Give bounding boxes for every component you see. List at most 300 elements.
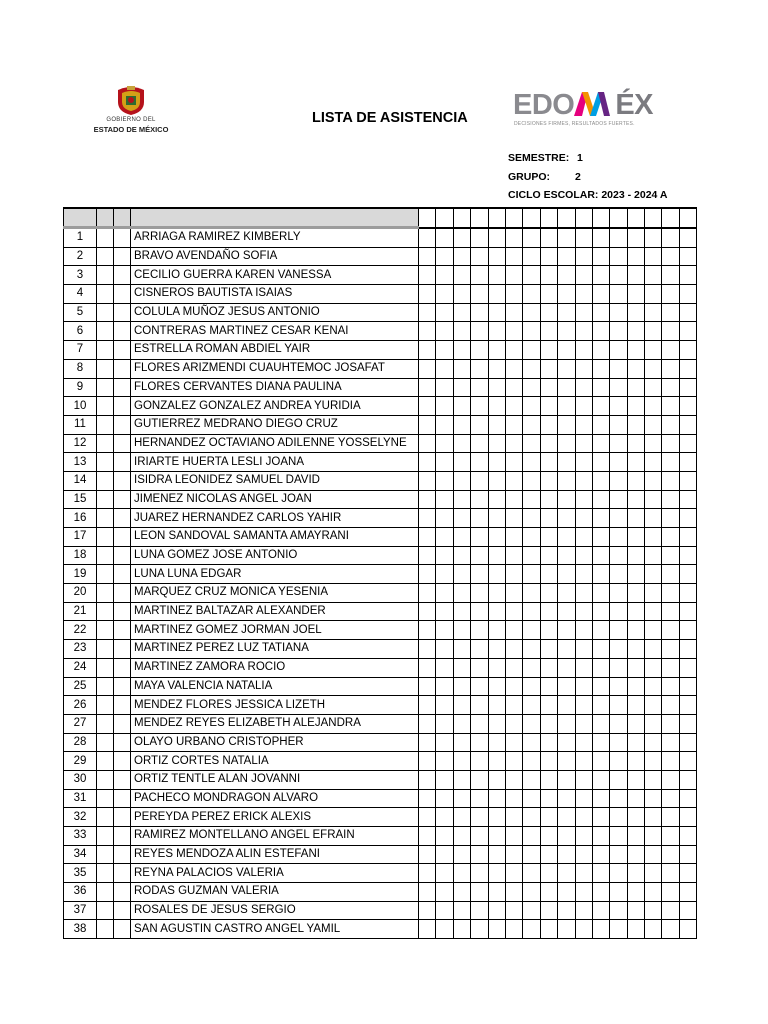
blank-cell[interactable]	[97, 602, 114, 621]
attendance-cell[interactable]	[679, 752, 696, 771]
attendance-cell[interactable]	[645, 434, 662, 453]
attendance-cell[interactable]	[592, 845, 609, 864]
attendance-cell[interactable]	[471, 509, 488, 528]
attendance-cell[interactable]	[575, 359, 592, 378]
attendance-cell[interactable]	[592, 714, 609, 733]
attendance-cell[interactable]	[627, 640, 644, 659]
attendance-cell[interactable]	[523, 565, 540, 584]
attendance-cell[interactable]	[645, 808, 662, 827]
blank-cell[interactable]	[97, 658, 114, 677]
attendance-cell[interactable]	[610, 621, 627, 640]
blank-cell[interactable]	[114, 471, 131, 490]
attendance-cell[interactable]	[592, 303, 609, 322]
blank-cell[interactable]	[114, 733, 131, 752]
attendance-cell[interactable]	[558, 677, 575, 696]
attendance-cell[interactable]	[662, 228, 679, 248]
attendance-cell[interactable]	[610, 397, 627, 416]
attendance-cell[interactable]	[662, 696, 679, 715]
blank-cell[interactable]	[114, 546, 131, 565]
attendance-cell[interactable]	[453, 658, 470, 677]
attendance-cell[interactable]	[627, 602, 644, 621]
attendance-cell[interactable]	[471, 322, 488, 341]
blank-cell[interactable]	[97, 770, 114, 789]
attendance-cell[interactable]	[471, 228, 488, 248]
attendance-cell[interactable]	[592, 658, 609, 677]
attendance-cell[interactable]	[488, 434, 505, 453]
attendance-cell[interactable]	[505, 509, 522, 528]
attendance-cell[interactable]	[558, 303, 575, 322]
attendance-cell[interactable]	[436, 696, 453, 715]
attendance-cell[interactable]	[540, 359, 557, 378]
attendance-cell[interactable]	[645, 247, 662, 266]
attendance-cell[interactable]	[453, 565, 470, 584]
attendance-cell[interactable]	[558, 341, 575, 360]
attendance-cell[interactable]	[645, 471, 662, 490]
attendance-cell[interactable]	[453, 303, 470, 322]
attendance-cell[interactable]	[436, 434, 453, 453]
attendance-cell[interactable]	[540, 920, 557, 939]
attendance-cell[interactable]	[627, 322, 644, 341]
attendance-cell[interactable]	[558, 247, 575, 266]
blank-cell[interactable]	[114, 696, 131, 715]
attendance-cell[interactable]	[453, 770, 470, 789]
attendance-cell[interactable]	[558, 883, 575, 902]
attendance-cell[interactable]	[505, 471, 522, 490]
attendance-cell[interactable]	[540, 621, 557, 640]
header-date-cell[interactable]	[662, 208, 679, 228]
attendance-cell[interactable]	[488, 864, 505, 883]
attendance-cell[interactable]	[436, 322, 453, 341]
attendance-cell[interactable]	[523, 303, 540, 322]
attendance-cell[interactable]	[505, 266, 522, 285]
attendance-cell[interactable]	[436, 864, 453, 883]
attendance-cell[interactable]	[610, 378, 627, 397]
attendance-cell[interactable]	[471, 285, 488, 304]
blank-cell[interactable]	[97, 434, 114, 453]
attendance-cell[interactable]	[419, 901, 436, 920]
attendance-cell[interactable]	[592, 752, 609, 771]
attendance-cell[interactable]	[471, 397, 488, 416]
attendance-cell[interactable]	[645, 696, 662, 715]
attendance-cell[interactable]	[540, 434, 557, 453]
attendance-cell[interactable]	[679, 789, 696, 808]
attendance-cell[interactable]	[453, 602, 470, 621]
attendance-cell[interactable]	[523, 397, 540, 416]
attendance-cell[interactable]	[523, 827, 540, 846]
attendance-cell[interactable]	[592, 901, 609, 920]
attendance-cell[interactable]	[453, 752, 470, 771]
attendance-cell[interactable]	[558, 546, 575, 565]
attendance-cell[interactable]	[453, 584, 470, 603]
attendance-cell[interactable]	[575, 920, 592, 939]
attendance-cell[interactable]	[419, 677, 436, 696]
attendance-cell[interactable]	[436, 471, 453, 490]
attendance-cell[interactable]	[610, 752, 627, 771]
attendance-cell[interactable]	[592, 584, 609, 603]
attendance-cell[interactable]	[558, 528, 575, 547]
attendance-cell[interactable]	[471, 901, 488, 920]
attendance-cell[interactable]	[575, 770, 592, 789]
attendance-cell[interactable]	[540, 901, 557, 920]
attendance-cell[interactable]	[523, 341, 540, 360]
attendance-cell[interactable]	[662, 845, 679, 864]
attendance-cell[interactable]	[505, 621, 522, 640]
attendance-cell[interactable]	[627, 789, 644, 808]
attendance-cell[interactable]	[610, 303, 627, 322]
blank-cell[interactable]	[114, 303, 131, 322]
attendance-cell[interactable]	[419, 658, 436, 677]
blank-cell[interactable]	[97, 228, 114, 248]
attendance-cell[interactable]	[471, 490, 488, 509]
attendance-cell[interactable]	[540, 453, 557, 472]
attendance-cell[interactable]	[610, 509, 627, 528]
attendance-cell[interactable]	[645, 303, 662, 322]
attendance-cell[interactable]	[558, 658, 575, 677]
attendance-cell[interactable]	[610, 584, 627, 603]
attendance-cell[interactable]	[523, 228, 540, 248]
blank-cell[interactable]	[114, 584, 131, 603]
attendance-cell[interactable]	[488, 883, 505, 902]
attendance-cell[interactable]	[627, 303, 644, 322]
blank-cell[interactable]	[97, 341, 114, 360]
attendance-cell[interactable]	[592, 621, 609, 640]
attendance-cell[interactable]	[575, 322, 592, 341]
attendance-cell[interactable]	[662, 247, 679, 266]
attendance-cell[interactable]	[679, 471, 696, 490]
attendance-cell[interactable]	[505, 752, 522, 771]
attendance-cell[interactable]	[471, 266, 488, 285]
blank-cell[interactable]	[114, 621, 131, 640]
attendance-cell[interactable]	[679, 341, 696, 360]
attendance-cell[interactable]	[453, 714, 470, 733]
blank-cell[interactable]	[114, 901, 131, 920]
blank-cell[interactable]	[97, 471, 114, 490]
attendance-cell[interactable]	[662, 471, 679, 490]
attendance-cell[interactable]	[471, 602, 488, 621]
attendance-cell[interactable]	[540, 845, 557, 864]
blank-cell[interactable]	[114, 453, 131, 472]
blank-cell[interactable]	[97, 901, 114, 920]
attendance-cell[interactable]	[645, 770, 662, 789]
attendance-cell[interactable]	[523, 584, 540, 603]
attendance-cell[interactable]	[488, 528, 505, 547]
header-date-cell[interactable]	[488, 208, 505, 228]
attendance-cell[interactable]	[627, 471, 644, 490]
attendance-cell[interactable]	[488, 752, 505, 771]
blank-cell[interactable]	[97, 621, 114, 640]
attendance-cell[interactable]	[488, 266, 505, 285]
blank-cell[interactable]	[97, 733, 114, 752]
attendance-cell[interactable]	[453, 901, 470, 920]
attendance-cell[interactable]	[471, 677, 488, 696]
attendance-cell[interactable]	[523, 864, 540, 883]
attendance-cell[interactable]	[575, 378, 592, 397]
blank-cell[interactable]	[97, 584, 114, 603]
header-date-cell[interactable]	[453, 208, 470, 228]
attendance-cell[interactable]	[645, 752, 662, 771]
attendance-cell[interactable]	[523, 453, 540, 472]
attendance-cell[interactable]	[662, 528, 679, 547]
attendance-cell[interactable]	[540, 752, 557, 771]
blank-cell[interactable]	[97, 303, 114, 322]
attendance-cell[interactable]	[610, 415, 627, 434]
attendance-cell[interactable]	[662, 266, 679, 285]
attendance-cell[interactable]	[540, 565, 557, 584]
attendance-cell[interactable]	[645, 509, 662, 528]
attendance-cell[interactable]	[453, 509, 470, 528]
attendance-cell[interactable]	[419, 397, 436, 416]
attendance-cell[interactable]	[540, 714, 557, 733]
attendance-cell[interactable]	[575, 827, 592, 846]
attendance-cell[interactable]	[662, 490, 679, 509]
blank-cell[interactable]	[97, 490, 114, 509]
attendance-cell[interactable]	[662, 789, 679, 808]
attendance-cell[interactable]	[679, 696, 696, 715]
attendance-cell[interactable]	[575, 789, 592, 808]
attendance-cell[interactable]	[592, 770, 609, 789]
attendance-cell[interactable]	[645, 565, 662, 584]
attendance-cell[interactable]	[592, 920, 609, 939]
attendance-cell[interactable]	[679, 658, 696, 677]
attendance-cell[interactable]	[436, 509, 453, 528]
attendance-cell[interactable]	[558, 808, 575, 827]
attendance-cell[interactable]	[453, 528, 470, 547]
attendance-cell[interactable]	[523, 808, 540, 827]
attendance-cell[interactable]	[453, 359, 470, 378]
attendance-cell[interactable]	[610, 602, 627, 621]
attendance-cell[interactable]	[453, 621, 470, 640]
attendance-cell[interactable]	[610, 920, 627, 939]
attendance-cell[interactable]	[627, 901, 644, 920]
blank-cell[interactable]	[97, 565, 114, 584]
attendance-cell[interactable]	[645, 528, 662, 547]
attendance-cell[interactable]	[627, 677, 644, 696]
attendance-cell[interactable]	[436, 546, 453, 565]
attendance-cell[interactable]	[436, 808, 453, 827]
attendance-cell[interactable]	[627, 490, 644, 509]
attendance-cell[interactable]	[505, 789, 522, 808]
attendance-cell[interactable]	[453, 827, 470, 846]
attendance-cell[interactable]	[679, 378, 696, 397]
header-date-cell[interactable]	[505, 208, 522, 228]
attendance-cell[interactable]	[523, 770, 540, 789]
attendance-cell[interactable]	[610, 285, 627, 304]
attendance-cell[interactable]	[627, 808, 644, 827]
attendance-cell[interactable]	[662, 285, 679, 304]
attendance-cell[interactable]	[436, 397, 453, 416]
attendance-cell[interactable]	[592, 415, 609, 434]
attendance-cell[interactable]	[505, 845, 522, 864]
attendance-cell[interactable]	[436, 303, 453, 322]
attendance-cell[interactable]	[471, 247, 488, 266]
attendance-cell[interactable]	[471, 714, 488, 733]
attendance-cell[interactable]	[523, 359, 540, 378]
attendance-cell[interactable]	[488, 546, 505, 565]
attendance-cell[interactable]	[540, 322, 557, 341]
attendance-cell[interactable]	[505, 378, 522, 397]
attendance-cell[interactable]	[505, 733, 522, 752]
blank-cell[interactable]	[97, 864, 114, 883]
attendance-cell[interactable]	[610, 714, 627, 733]
attendance-cell[interactable]	[575, 490, 592, 509]
attendance-cell[interactable]	[662, 901, 679, 920]
attendance-cell[interactable]	[662, 714, 679, 733]
attendance-cell[interactable]	[488, 228, 505, 248]
attendance-cell[interactable]	[540, 696, 557, 715]
attendance-cell[interactable]	[575, 434, 592, 453]
attendance-cell[interactable]	[610, 677, 627, 696]
attendance-cell[interactable]	[575, 228, 592, 248]
blank-cell[interactable]	[97, 546, 114, 565]
attendance-cell[interactable]	[679, 453, 696, 472]
attendance-cell[interactable]	[488, 322, 505, 341]
blank-cell[interactable]	[114, 247, 131, 266]
attendance-cell[interactable]	[679, 528, 696, 547]
attendance-cell[interactable]	[488, 584, 505, 603]
attendance-cell[interactable]	[540, 228, 557, 248]
blank-cell[interactable]	[97, 845, 114, 864]
attendance-cell[interactable]	[488, 640, 505, 659]
attendance-cell[interactable]	[645, 359, 662, 378]
attendance-cell[interactable]	[471, 752, 488, 771]
attendance-cell[interactable]	[419, 920, 436, 939]
attendance-cell[interactable]	[627, 228, 644, 248]
attendance-cell[interactable]	[575, 640, 592, 659]
attendance-cell[interactable]	[558, 378, 575, 397]
blank-cell[interactable]	[114, 490, 131, 509]
attendance-cell[interactable]	[662, 621, 679, 640]
attendance-cell[interactable]	[419, 509, 436, 528]
attendance-cell[interactable]	[523, 677, 540, 696]
attendance-cell[interactable]	[523, 528, 540, 547]
attendance-cell[interactable]	[558, 565, 575, 584]
attendance-cell[interactable]	[488, 677, 505, 696]
attendance-cell[interactable]	[453, 266, 470, 285]
attendance-cell[interactable]	[505, 827, 522, 846]
attendance-cell[interactable]	[471, 845, 488, 864]
attendance-cell[interactable]	[558, 752, 575, 771]
attendance-cell[interactable]	[610, 640, 627, 659]
attendance-cell[interactable]	[592, 789, 609, 808]
attendance-cell[interactable]	[575, 303, 592, 322]
attendance-cell[interactable]	[645, 285, 662, 304]
blank-cell[interactable]	[97, 920, 114, 939]
attendance-cell[interactable]	[662, 341, 679, 360]
attendance-cell[interactable]	[645, 322, 662, 341]
blank-cell[interactable]	[97, 453, 114, 472]
attendance-cell[interactable]	[610, 322, 627, 341]
attendance-cell[interactable]	[627, 453, 644, 472]
attendance-cell[interactable]	[419, 565, 436, 584]
attendance-cell[interactable]	[610, 434, 627, 453]
attendance-cell[interactable]	[662, 509, 679, 528]
attendance-cell[interactable]	[540, 808, 557, 827]
attendance-cell[interactable]	[645, 397, 662, 416]
attendance-cell[interactable]	[453, 677, 470, 696]
attendance-cell[interactable]	[679, 247, 696, 266]
attendance-cell[interactable]	[505, 285, 522, 304]
attendance-cell[interactable]	[558, 827, 575, 846]
attendance-cell[interactable]	[592, 228, 609, 248]
attendance-cell[interactable]	[592, 322, 609, 341]
attendance-cell[interactable]	[662, 658, 679, 677]
attendance-cell[interactable]	[488, 789, 505, 808]
attendance-cell[interactable]	[575, 733, 592, 752]
attendance-cell[interactable]	[558, 471, 575, 490]
attendance-cell[interactable]	[505, 770, 522, 789]
attendance-cell[interactable]	[592, 864, 609, 883]
attendance-cell[interactable]	[645, 845, 662, 864]
attendance-cell[interactable]	[453, 546, 470, 565]
attendance-cell[interactable]	[471, 415, 488, 434]
attendance-cell[interactable]	[645, 621, 662, 640]
attendance-cell[interactable]	[662, 453, 679, 472]
attendance-cell[interactable]	[558, 714, 575, 733]
attendance-cell[interactable]	[679, 770, 696, 789]
blank-cell[interactable]	[114, 322, 131, 341]
attendance-cell[interactable]	[436, 415, 453, 434]
attendance-cell[interactable]	[523, 640, 540, 659]
attendance-cell[interactable]	[419, 247, 436, 266]
attendance-cell[interactable]	[627, 845, 644, 864]
attendance-cell[interactable]	[453, 864, 470, 883]
attendance-cell[interactable]	[662, 808, 679, 827]
attendance-cell[interactable]	[453, 640, 470, 659]
attendance-cell[interactable]	[488, 920, 505, 939]
attendance-cell[interactable]	[575, 883, 592, 902]
attendance-cell[interactable]	[436, 228, 453, 248]
blank-cell[interactable]	[114, 752, 131, 771]
attendance-cell[interactable]	[679, 565, 696, 584]
attendance-cell[interactable]	[488, 285, 505, 304]
attendance-cell[interactable]	[471, 453, 488, 472]
blank-cell[interactable]	[114, 415, 131, 434]
attendance-cell[interactable]	[540, 677, 557, 696]
attendance-cell[interactable]	[540, 528, 557, 547]
attendance-cell[interactable]	[436, 341, 453, 360]
attendance-cell[interactable]	[488, 733, 505, 752]
attendance-cell[interactable]	[558, 415, 575, 434]
attendance-cell[interactable]	[610, 546, 627, 565]
attendance-cell[interactable]	[558, 490, 575, 509]
attendance-cell[interactable]	[471, 808, 488, 827]
attendance-cell[interactable]	[523, 378, 540, 397]
attendance-cell[interactable]	[558, 901, 575, 920]
attendance-cell[interactable]	[645, 490, 662, 509]
attendance-cell[interactable]	[523, 714, 540, 733]
attendance-cell[interactable]	[505, 528, 522, 547]
attendance-cell[interactable]	[679, 901, 696, 920]
attendance-cell[interactable]	[662, 883, 679, 902]
attendance-cell[interactable]	[436, 714, 453, 733]
attendance-cell[interactable]	[540, 883, 557, 902]
attendance-cell[interactable]	[453, 883, 470, 902]
attendance-cell[interactable]	[627, 397, 644, 416]
attendance-cell[interactable]	[471, 883, 488, 902]
blank-cell[interactable]	[97, 397, 114, 416]
attendance-cell[interactable]	[540, 770, 557, 789]
attendance-cell[interactable]	[575, 397, 592, 416]
attendance-cell[interactable]	[419, 864, 436, 883]
attendance-cell[interactable]	[610, 341, 627, 360]
attendance-cell[interactable]	[453, 341, 470, 360]
blank-cell[interactable]	[114, 883, 131, 902]
attendance-cell[interactable]	[436, 584, 453, 603]
attendance-cell[interactable]	[505, 453, 522, 472]
attendance-cell[interactable]	[575, 901, 592, 920]
attendance-cell[interactable]	[610, 883, 627, 902]
attendance-cell[interactable]	[575, 752, 592, 771]
